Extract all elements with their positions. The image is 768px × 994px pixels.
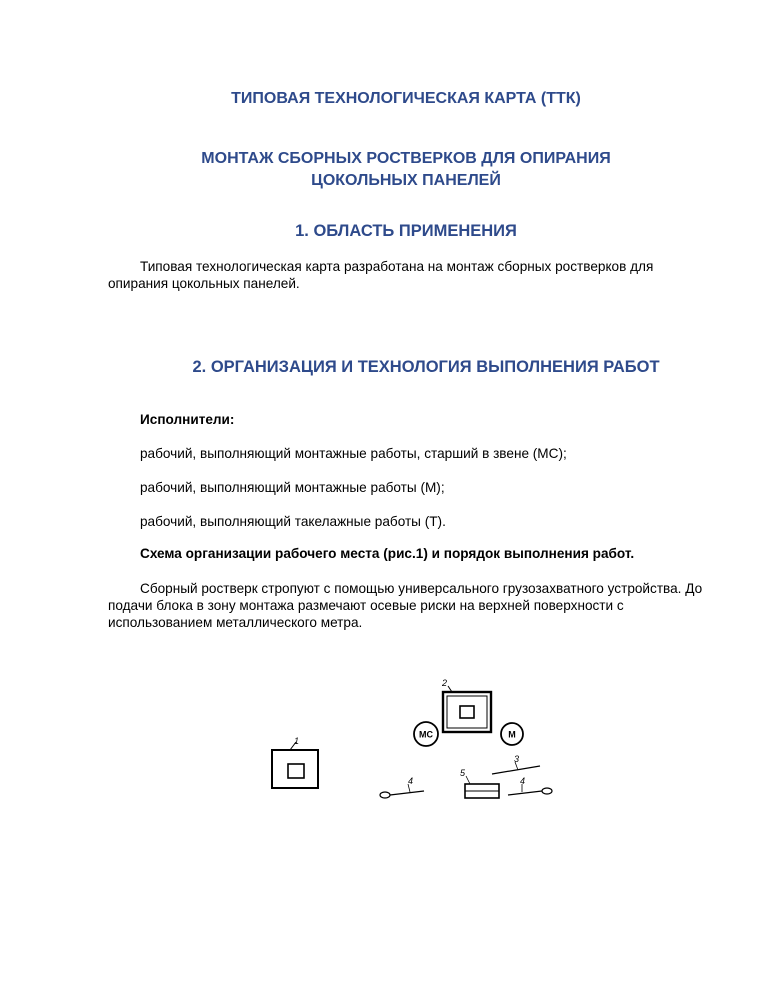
item-4-right bbox=[508, 776, 552, 795]
worker-ms-line: рабочий, выполняющий монтажные работы, старший в звене (МС); bbox=[140, 446, 567, 461]
block-item-1 bbox=[272, 736, 318, 788]
section-1-heading: 1. ОБЛАСТЬ ПРИМЕНЕНИЯ bbox=[295, 222, 517, 240]
item-3 bbox=[492, 754, 540, 774]
section-2-text: Сборный ростверк стропуют с помощью универсального грузозахватного устройства. До подачи блока в зону монтажа размечают осевые риски на верхней поверхности с использованием металлического метра. bbox=[108, 581, 703, 630]
worker-ms-label: МС bbox=[419, 729, 433, 740]
document-subtitle bbox=[100, 148, 712, 192]
label-3: 3 bbox=[514, 754, 520, 764]
block-item-2 bbox=[441, 678, 491, 732]
label-1: 1 bbox=[294, 736, 300, 746]
label-5: 5 bbox=[460, 768, 466, 778]
item-4-left bbox=[380, 776, 424, 798]
label-2: 2 bbox=[442, 678, 448, 688]
worker-m-marker bbox=[501, 723, 523, 745]
workplace-diagram bbox=[260, 670, 560, 810]
scheme-label: Схема организации рабочего места (рис.1) и порядок выполнения работ. bbox=[140, 546, 635, 561]
section-2-heading: 2. ОРГАНИЗАЦИЯ И ТЕХНОЛОГИЯ ВЫПОЛНЕНИЯ РАБОТ bbox=[192, 358, 660, 376]
worker-ms-marker bbox=[414, 722, 438, 746]
worker-m-label: М bbox=[508, 729, 516, 740]
item-5 bbox=[460, 768, 499, 798]
executors-label: Исполнители: bbox=[140, 412, 235, 427]
subtitle-line-2: ЦОКОЛЬНЫХ ПАНЕЛЕЙ bbox=[311, 172, 501, 189]
worker-t-line: рабочий, выполняющий такелажные работы (Т). bbox=[140, 514, 446, 529]
subtitle-line-1: МОНТАЖ СБОРНЫХ РОСТВЕРКОВ ДЛЯ ОПИРАНИЯ bbox=[201, 150, 611, 167]
section-1-text: Типовая технологическая карта разработана на монтаж сборных ростверков для опирания цокольных панелей. bbox=[108, 259, 654, 291]
label-4-left: 4 bbox=[408, 776, 414, 786]
label-4-right: 4 bbox=[520, 776, 526, 786]
document-title: ТИПОВАЯ ТЕХНОЛОГИЧЕСКАЯ КАРТА (ТТК) bbox=[231, 90, 581, 107]
worker-m-line: рабочий, выполняющий монтажные работы (М); bbox=[140, 480, 445, 495]
